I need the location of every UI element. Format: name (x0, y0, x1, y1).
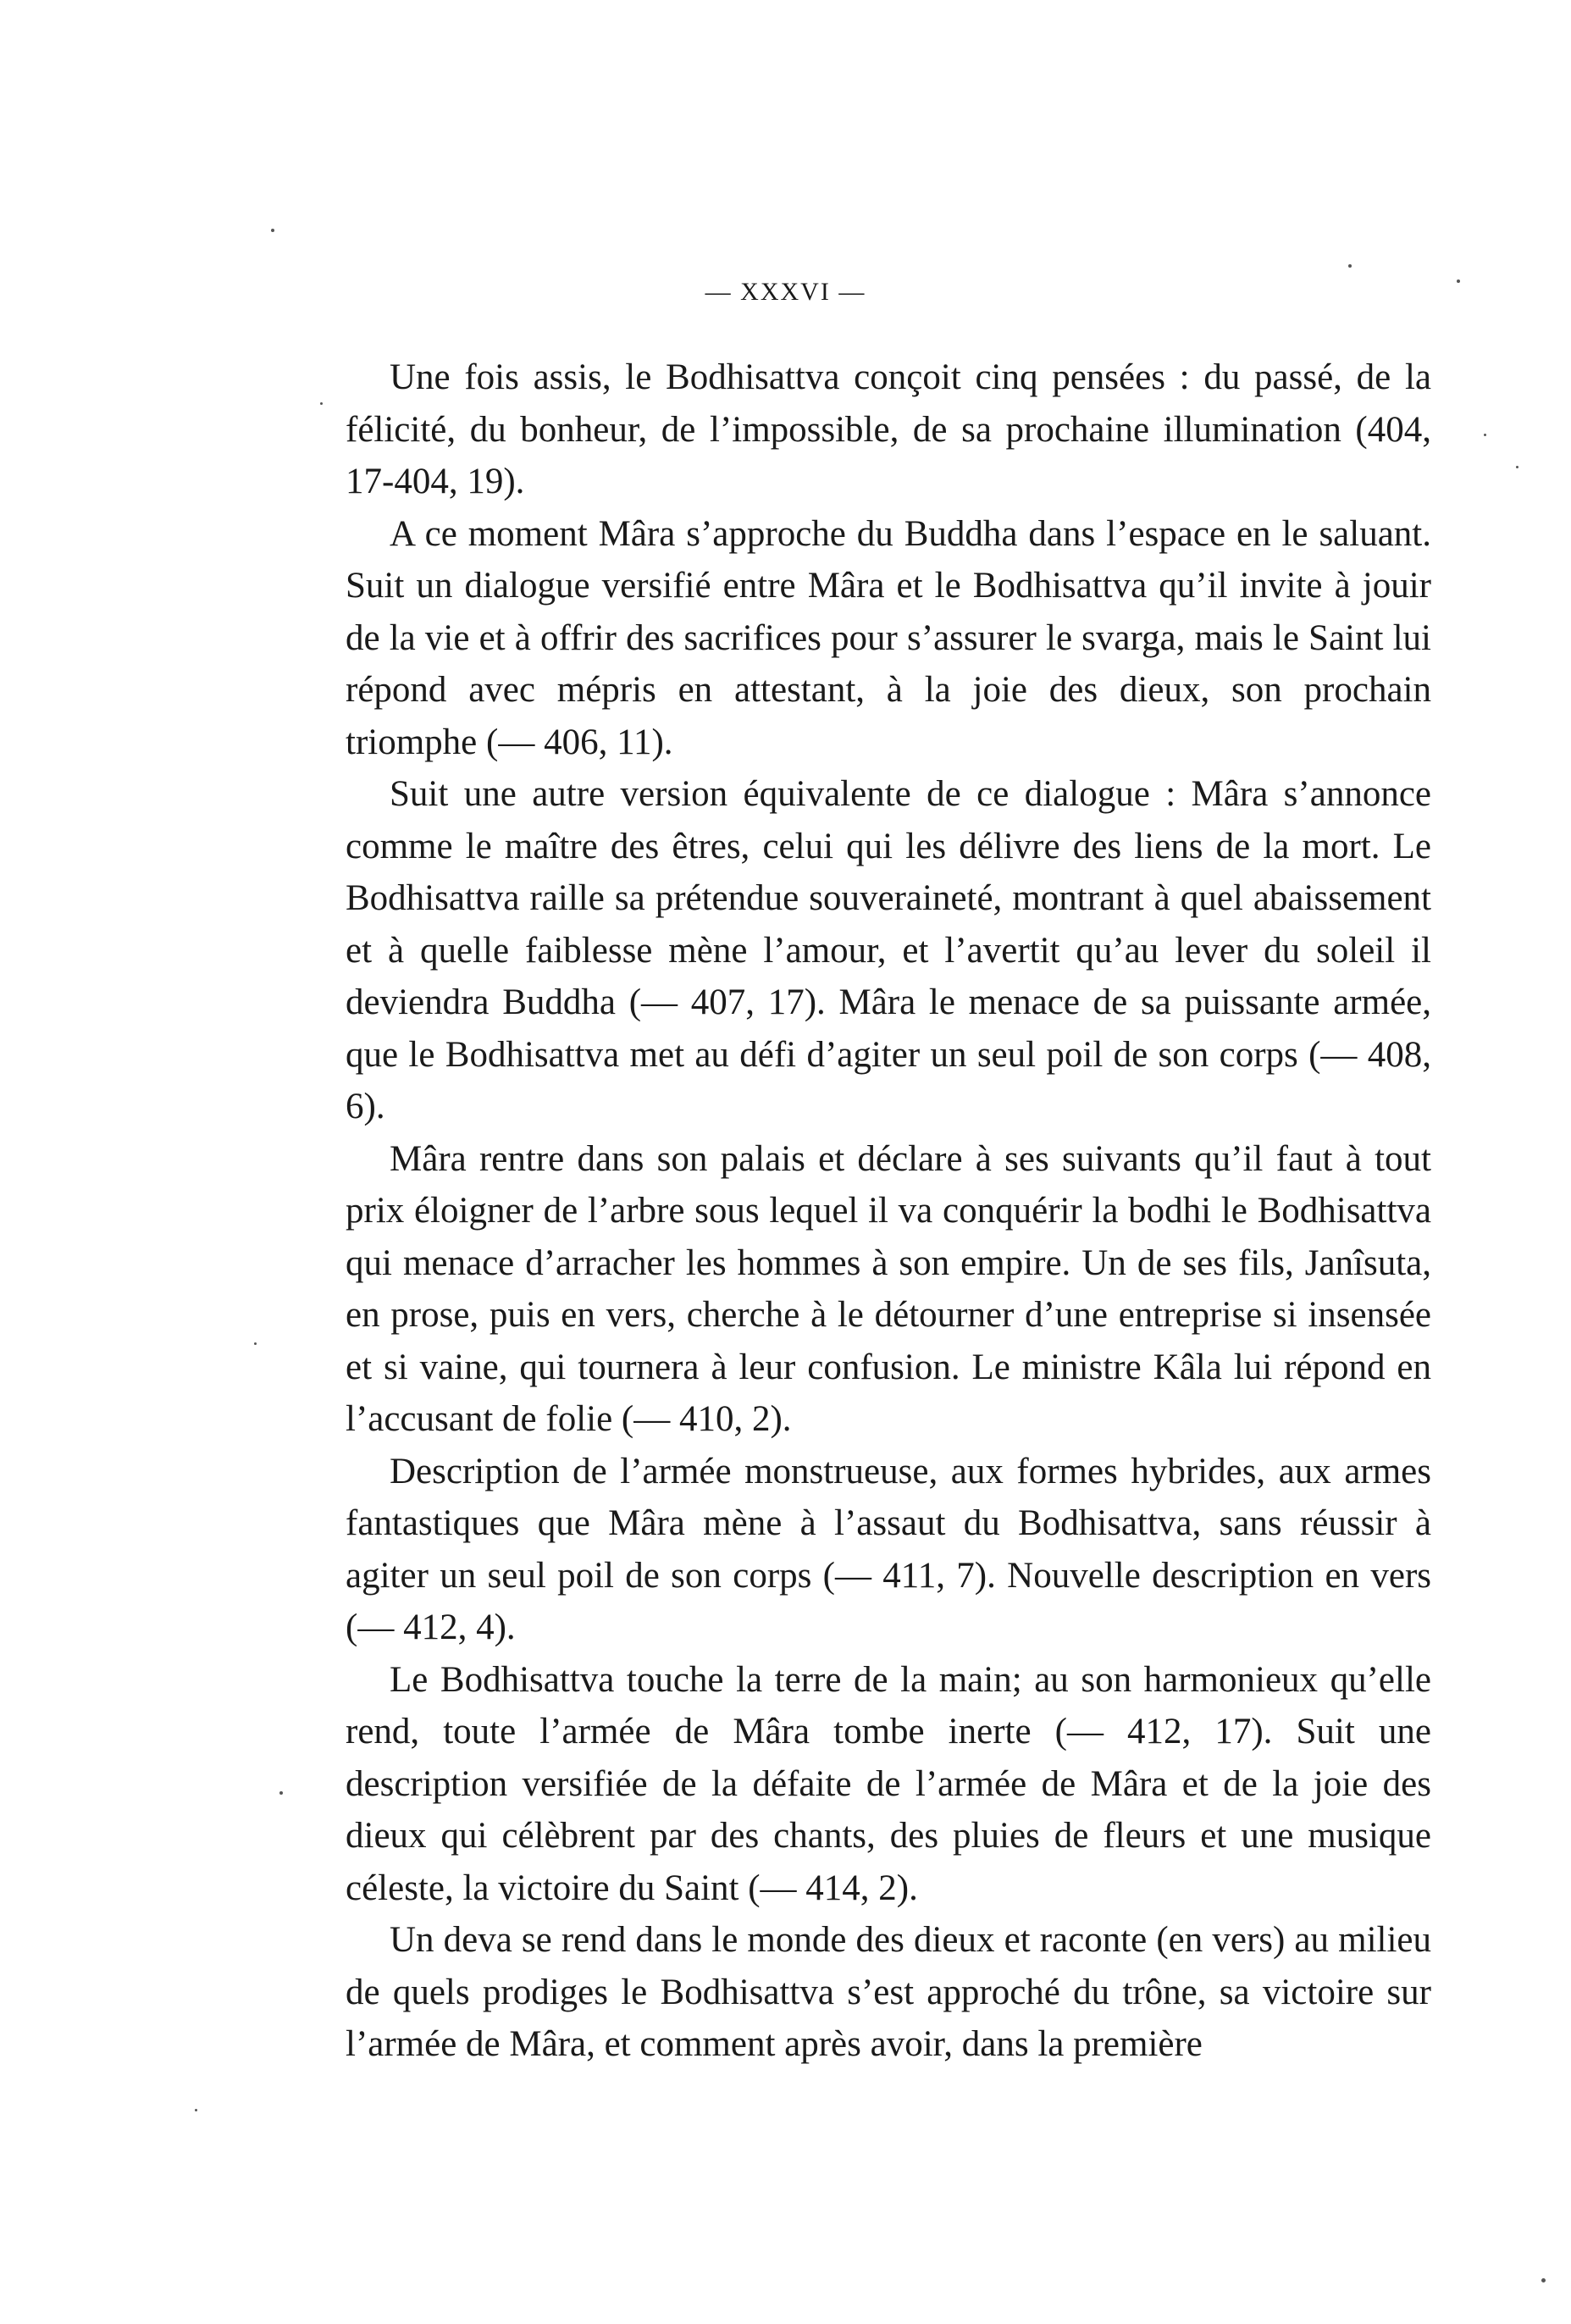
paragraph-4: Mâra rentre dans son palais et déclare à ses suivants qu’il faut à tout prix éloigner de l’arbre sous lequel il va conquérir la bodhi le Bodhisattva qui menace d’arracher les hommes à son empire. Un de ses fils, Janîsuta, en prose, puis en vers, cherche à le détourner d’une entreprise si insensée et si vaine, qui tournera à leur confusion. Le ministre Kâla lui répond en l’accusant de folie (— 410, 2). (346, 1138, 1431, 1439)
paragraph-7: Un deva se rend dans le monde des dieux et raconte (en vers) au milieu de quels prodiges le Bodhisattva s’est approché du trône, sa victoire sur l’armée de Mâra, et comment après avoir, dans la première (346, 1920, 1431, 2064)
scan-speck (1516, 466, 1518, 468)
scan-speck (1541, 2278, 1546, 2282)
scan-speck (271, 229, 274, 232)
scan-speck (320, 402, 323, 405)
scan-speck (1348, 264, 1352, 268)
paragraph-5: Description de l’armée monstrueuse, aux formes hybrides, aux armes fantastiques que Mâra mène à l’assaut du Bodhisattva, sans réussir à agiter un seul poil de son corps (— 411, 7). Nouvelle description en vers (— 412, 4). (346, 1451, 1431, 1647)
paragraph-1: Une fois assis, le Bodhisattva conçoit cinq pensées : du passé, de la félicité, du bonheur, de l’impossible, de sa prochaine illumination (404, 17-404, 19). (346, 357, 1431, 501)
scan-speck (1484, 434, 1486, 436)
paragraph-2: A ce moment Mâra s’approche du Buddha dans l’espace en le saluant. Suit un dialogue versifié entre Mâra et le Bodhisattva qu’il invite à jouir de la vie et à offrir des sacrifices pour s’assurer le svarga, mais le Saint lui répond avec mépris en attestant, à la joie des dieux, son prochain triomphe (— 406, 11). (346, 513, 1431, 762)
paragraph-3: Suit une autre version équivalente de ce dialogue : Mâra s’annonce comme le maître des êtres, celui qui les délivre des liens de la mort. Le Bodhisattva raille sa prétendue souveraineté, montrant à quel abaissement et à quelle faiblesse mène l’amour, et l’avertit qu’au lever du soleil il deviendra Buddha (— 407, 17). Mâra le menace de sa puissante armée, que le Bodhisattva met au défi d’agiter un seul poil de son corps (— 408, 6). (346, 774, 1431, 1126)
scan-speck (1457, 279, 1460, 283)
running-head-page-number: — XXXVI — (705, 278, 866, 306)
scan-speck (195, 2109, 197, 2111)
body-text (346, 351, 1431, 2071)
scan-speck (279, 1791, 283, 1795)
scan-speck (254, 1342, 257, 1345)
paragraph-6: Le Bodhisattva touche la terre de la main; au son harmonieux qu’elle rend, toute l’armée de Mâra tombe inerte (— 412, 17). Suit une description versifiée de la défaite de l’armée de Mâra et de la joie des dieux qui célèbrent par des chants, des pluies de fleurs et une musique céleste, la victoire du Saint (— 414, 2). (346, 1659, 1431, 1908)
